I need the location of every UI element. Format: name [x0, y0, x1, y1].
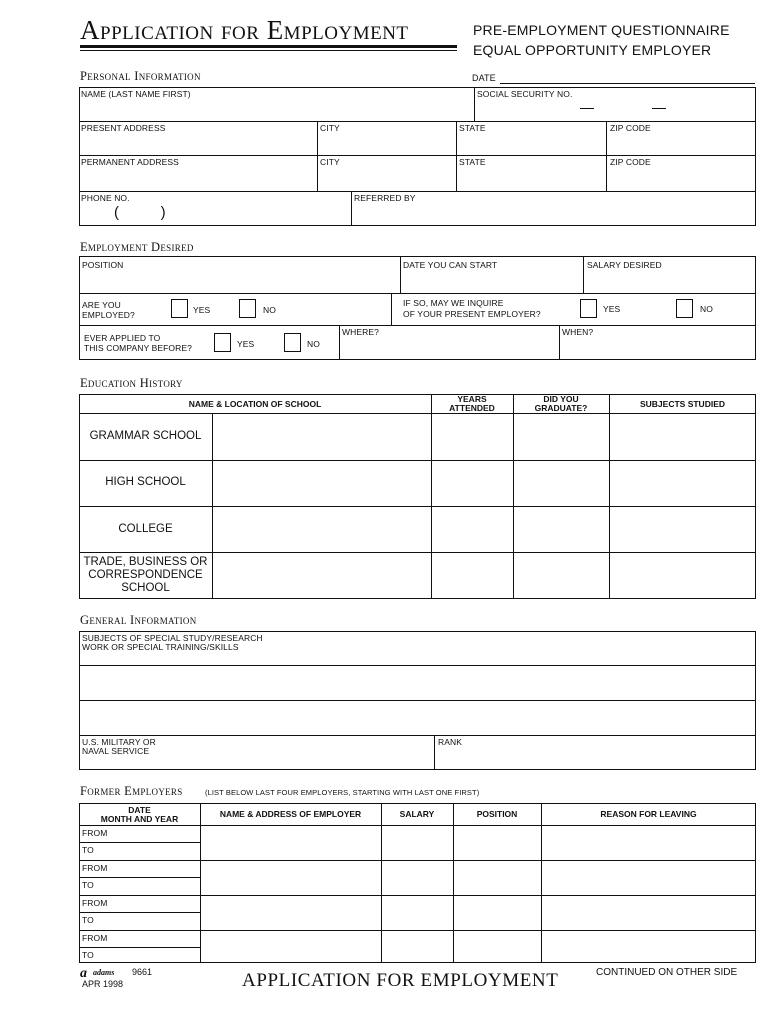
employer-3-from-label: FROM — [82, 898, 108, 908]
divider — [79, 842, 200, 843]
employer-2-from-label: FROM — [82, 863, 108, 873]
college-name-input[interactable] — [213, 507, 430, 551]
special-study-label-2: WORK OR SPECIAL TRAINING/SKILLS — [82, 642, 239, 652]
col-employer-header: NAME & ADDRESS OF EMPLOYER — [219, 809, 362, 819]
date-can-start-label: DATE YOU CAN START — [403, 260, 498, 270]
special-study-input-3[interactable] — [80, 701, 755, 734]
salary-desired-label: SALARY DESIRED — [587, 260, 662, 270]
section-education-history: Education History — [80, 376, 183, 390]
divider — [79, 825, 756, 826]
special-study-input-2[interactable] — [80, 666, 755, 699]
section-general-information: General Information — [80, 613, 197, 627]
permanent-address-label: PERMANENT ADDRESS — [81, 157, 179, 167]
permanent-state-input[interactable] — [457, 168, 605, 190]
permanent-city-label: CITY — [320, 157, 340, 167]
form-number: 9661 — [132, 967, 153, 977]
divider — [609, 394, 610, 599]
employer-4-to-label: TO — [82, 950, 94, 960]
name-input[interactable] — [80, 100, 473, 120]
employer-3-to-label: TO — [82, 915, 94, 925]
employer-2-to-label: TO — [82, 880, 94, 890]
where-label: WHERE? — [342, 327, 379, 337]
phone-label: PHONE NO. — [81, 193, 130, 203]
divider — [79, 325, 756, 326]
name-label: NAME (LAST NAME FIRST) — [81, 89, 191, 99]
employer-2-name-input[interactable] — [201, 861, 380, 894]
ssn-label: SOCIAL SECURITY NO. — [477, 89, 573, 99]
permanent-zip-label: ZIP CODE — [610, 157, 651, 167]
employed-yes-label: YES — [193, 305, 211, 315]
divider — [79, 860, 756, 861]
applied-no-checkbox[interactable] — [284, 333, 301, 352]
divider — [79, 293, 756, 294]
where-input[interactable] — [340, 338, 557, 359]
section-employment-desired: Employment Desired — [80, 240, 194, 254]
col-date-header-1: DATE — [128, 805, 151, 815]
subtitle-questionnaire: PRE-EMPLOYMENT QUESTIONNAIRE — [473, 22, 730, 38]
permanent-city-input[interactable] — [318, 168, 455, 190]
are-you-employed-label-1: ARE YOU — [82, 300, 121, 310]
employed-no-checkbox[interactable] — [239, 299, 256, 318]
permanent-address-input[interactable] — [80, 168, 316, 190]
divider — [453, 803, 454, 963]
title-rule — [80, 45, 457, 48]
section-former-employers: Former Employers — [80, 784, 183, 798]
employer-1-name-input[interactable] — [201, 826, 380, 859]
high-school-name-input[interactable] — [213, 461, 430, 505]
employed-no-label: NO — [263, 305, 276, 315]
military-service-input[interactable] — [80, 757, 433, 769]
present-state-input[interactable] — [457, 134, 605, 154]
divider — [79, 121, 756, 122]
position-input[interactable] — [80, 272, 399, 292]
divider — [79, 191, 756, 192]
col-position-header: POSITION — [476, 809, 518, 819]
grammar-school-name-input[interactable] — [213, 414, 430, 459]
special-study-label-1: SUBJECTS OF SPECIAL STUDY/RESEARCH — [82, 633, 263, 643]
military-service-label-2: NAVAL SERVICE — [82, 746, 150, 756]
col-salary-header: SALARY — [399, 809, 435, 819]
inquire-yes-checkbox[interactable] — [580, 299, 597, 318]
when-label: WHEN? — [562, 327, 594, 337]
permanent-zip-input[interactable] — [607, 168, 755, 190]
applied-before-label-2: THIS COMPANY BEFORE? — [84, 343, 192, 353]
col-graduate-header-2: GRADUATE? — [534, 403, 588, 413]
col-years-header-2: ATTENDED — [449, 403, 495, 413]
present-zip-input[interactable] — [607, 134, 755, 154]
inquire-no-label: NO — [700, 304, 713, 314]
continued-note: CONTINUED ON OTHER SIDE — [596, 967, 738, 978]
present-zip-label: ZIP CODE — [610, 123, 651, 133]
form-date: APR 1998 — [82, 979, 124, 989]
row-trade-school-2: CORRESPONDENCE — [88, 569, 203, 581]
applied-yes-checkbox[interactable] — [214, 333, 231, 352]
applied-no-label: NO — [307, 339, 320, 349]
when-input[interactable] — [560, 338, 755, 359]
divider — [79, 895, 756, 896]
employer-1-from-label: FROM — [82, 828, 108, 838]
section-personal-information: Personal Information — [80, 69, 201, 83]
former-employers-note: (LIST BELOW LAST FOUR EMPLOYERS, STARTING WITH LAST ONE FIRST) — [205, 788, 480, 797]
brand-name: adams — [93, 968, 115, 977]
adams-logo-icon: a — [80, 966, 87, 981]
col-school-header: NAME & LOCATION OF SCHOOL — [188, 399, 322, 409]
subtitle-eoe: EQUAL OPPORTUNITY EMPLOYER — [473, 42, 712, 58]
divider — [79, 735, 756, 736]
inquire-yes-label: YES — [603, 304, 621, 314]
divider — [474, 87, 475, 121]
divider — [391, 293, 392, 325]
date-input[interactable] — [500, 70, 755, 84]
phone-area-parens: ( ) — [114, 204, 166, 221]
phone-input[interactable] — [80, 204, 350, 225]
employer-4-name-input[interactable] — [201, 931, 380, 962]
may-we-inquire-label-2: OF YOUR PRESENT EMPLOYER? — [403, 309, 541, 319]
date-can-start-input[interactable] — [401, 272, 582, 292]
col-subjects-header: SUBJECTS STUDIED — [639, 399, 725, 409]
are-you-employed-label-2: EMPLOYED? — [82, 310, 135, 320]
applied-before-label-1: EVER APPLIED TO — [84, 333, 161, 343]
position-label: POSITION — [82, 260, 124, 270]
date-label: DATE — [472, 73, 496, 83]
row-trade-school-1: TRADE, BUSINESS OR — [83, 556, 208, 568]
divider — [431, 394, 432, 599]
former-employers-table — [79, 803, 756, 963]
divider — [79, 912, 200, 913]
row-trade-school-3: SCHOOL — [121, 582, 170, 594]
rank-input[interactable] — [435, 748, 755, 769]
divider — [513, 394, 514, 599]
divider — [79, 930, 756, 931]
divider — [79, 947, 200, 948]
employer-3-name-input[interactable] — [201, 896, 380, 929]
footer-title: APPLICATION FOR EMPLOYMENT — [242, 970, 559, 991]
employed-yes-checkbox[interactable] — [171, 299, 188, 318]
row-high-school: HIGH SCHOOL — [105, 476, 186, 488]
inquire-no-checkbox[interactable] — [676, 299, 693, 318]
permanent-state-label: STATE — [459, 157, 486, 167]
divider — [541, 803, 542, 963]
form-title: Application for Employment — [80, 15, 409, 45]
divider — [381, 803, 382, 963]
salary-desired-input[interactable] — [584, 272, 755, 292]
trade-school-name-input[interactable] — [213, 553, 430, 598]
applied-yes-label: YES — [237, 339, 255, 349]
present-address-input[interactable] — [80, 134, 316, 154]
divider — [79, 155, 756, 156]
present-city-label: CITY — [320, 123, 340, 133]
present-state-label: STATE — [459, 123, 486, 133]
referred-by-label: REFERRED BY — [354, 193, 416, 203]
title-rule-2 — [80, 50, 457, 51]
military-service-label-1: U.S. MILITARY OR — [82, 737, 156, 747]
col-years-header-1: YEARS — [457, 394, 487, 404]
col-graduate-header-1: DID YOU — [543, 394, 579, 404]
row-college: COLLEGE — [118, 523, 173, 535]
referred-by-input[interactable] — [352, 204, 755, 225]
col-reason-header: REASON FOR LEAVING — [600, 809, 697, 819]
ssn-input[interactable] — [476, 100, 754, 120]
present-city-input[interactable] — [318, 134, 455, 154]
special-study-input-1[interactable] — [80, 653, 755, 665]
may-we-inquire-label-1: IF SO, MAY WE INQUIRE — [403, 298, 504, 308]
present-address-label: PRESENT ADDRESS — [81, 123, 166, 133]
employer-1-to-label: TO — [82, 845, 94, 855]
col-date-header-2: MONTH AND YEAR — [100, 814, 179, 824]
row-grammar-school: GRAMMAR SCHOOL — [89, 430, 202, 442]
employer-4-from-label: FROM — [82, 933, 108, 943]
divider — [79, 877, 200, 878]
rank-label: RANK — [438, 737, 463, 747]
